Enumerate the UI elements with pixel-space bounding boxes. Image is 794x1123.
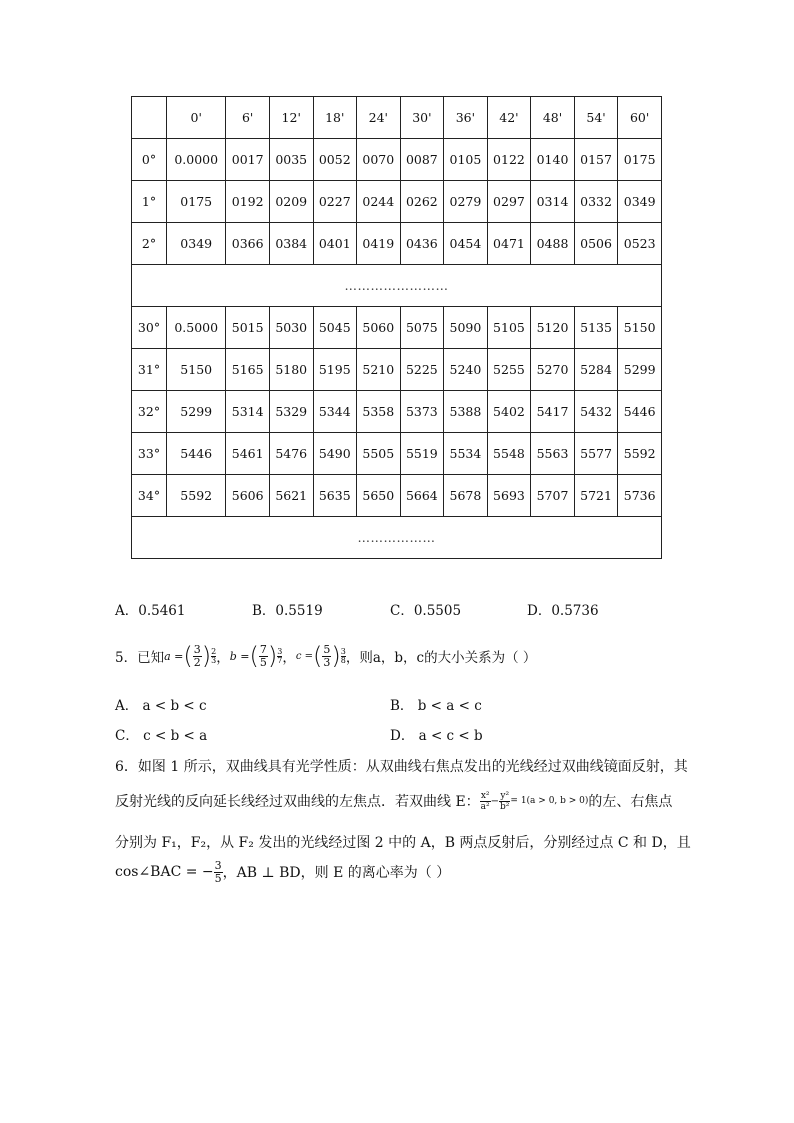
q5-b-exp-num: 3 — [277, 646, 283, 656]
table-cell: 5721 — [574, 475, 618, 517]
table-cell: 5461 — [226, 433, 270, 475]
q4-option-a: A．0.5461 — [115, 603, 186, 619]
q5-suffix: ，则a，b，c的大小关系为（ ） — [345, 650, 537, 666]
table-cell: 5534 — [444, 433, 488, 475]
table-cell: 5255 — [487, 349, 531, 391]
table-cell: 5075 — [400, 307, 444, 349]
ellipsis-cell: …………………… — [132, 265, 662, 307]
q6-eq-b: b² — [500, 801, 510, 812]
table-cell: 5635 — [313, 475, 357, 517]
table-cell: 5344 — [313, 391, 357, 433]
q5-c-numerator: 5 — [323, 642, 331, 656]
table-row — [132, 349, 662, 391]
q6-line-3: 分别为 F₁，F₂，从 F₂ 发出的光线经过图 2 中的 A，B 两点反射后，分别经过点 C 和 D，且 — [115, 835, 691, 851]
table-cell: 5105 — [487, 307, 531, 349]
table-cell: 0209 — [269, 181, 313, 223]
q6-eq-minus: − — [490, 795, 500, 807]
table-header-cell: 48' — [531, 97, 575, 139]
table-cell: 0454 — [444, 223, 488, 265]
table-corner-cell — [132, 97, 167, 139]
table-cell: 0349 — [167, 223, 226, 265]
table-header-cell: 18' — [313, 97, 357, 139]
table-cell: 5664 — [400, 475, 444, 517]
table-row — [132, 181, 662, 223]
table-cell: 5678 — [444, 475, 488, 517]
table-cell: 0297 — [487, 181, 531, 223]
q6-line-4a: cos∠BAC = − — [115, 864, 214, 880]
row-degree-label: 32° — [132, 391, 167, 433]
row-degree-label: 33° — [132, 433, 167, 475]
table-cell: 0192 — [226, 181, 270, 223]
question-5-stem: 5．已知 a = ( $\frac{3}{2}$ ) $\frac{2}{3}$ ， b = ( $\frac{7}{5}$ ) $\frac{3}{7}$ ， c = ( $\frac{5}{3}$ ) $\frac{3}{8}$ ，则a，b，c的大小关系为（ ） — [115, 642, 537, 670]
q5-option-a: A． a < b < c — [115, 698, 207, 714]
q5-b-numerator: 7 — [259, 642, 267, 656]
row-degree-label: 0° — [132, 139, 167, 181]
table-cell: 5329 — [269, 391, 313, 433]
q5-prefix: 5．已知 — [115, 650, 165, 666]
table-cell: 0105 — [444, 139, 488, 181]
table-cell: 5592 — [618, 433, 662, 475]
table-cell: 0471 — [487, 223, 531, 265]
table-cell: 5120 — [531, 307, 575, 349]
q6-eq-a: a² — [480, 801, 490, 812]
q6-frac-num: 3 — [214, 858, 222, 872]
table-cell: 0279 — [444, 181, 488, 223]
q5-c-denominator: 3 — [323, 655, 331, 669]
table-cell: 5150 — [167, 349, 226, 391]
table-header-cell: 12' — [269, 97, 313, 139]
table-header-cell: 24' — [357, 97, 401, 139]
table-cell: 5519 — [400, 433, 444, 475]
table-header-cell: 54' — [574, 97, 618, 139]
table-cell: 0122 — [487, 139, 531, 181]
table-cell: 5388 — [444, 391, 488, 433]
q5-option-d: D． a < c < b — [390, 728, 483, 744]
table-cell: 0332 — [574, 181, 618, 223]
table-cell: 5417 — [531, 391, 575, 433]
q6-eq-y: y² — [500, 790, 510, 801]
table-cell: 5476 — [269, 433, 313, 475]
table-cell: 0175 — [167, 181, 226, 223]
q6-eq-rest: = 1(a > 0, b > 0) — [510, 796, 589, 806]
q5-a-label: a = — [164, 649, 184, 663]
q6-frac-den: 5 — [214, 871, 222, 885]
table-cell: 0140 — [531, 139, 575, 181]
table-cell: 0052 — [313, 139, 357, 181]
table-cell: 0175 — [618, 139, 662, 181]
table-cell: 5270 — [531, 349, 575, 391]
q5-option-b: B． b < a < c — [390, 698, 482, 714]
table-cell: 5045 — [313, 307, 357, 349]
q5-a-exp-num: 2 — [211, 646, 217, 656]
table-cell: 5195 — [313, 349, 357, 391]
table-cell: 5693 — [487, 475, 531, 517]
table-ellipsis-row — [132, 517, 662, 559]
table-cell: 5165 — [226, 349, 270, 391]
table-row — [132, 391, 662, 433]
table-cell: 0349 — [618, 181, 662, 223]
table-cell: 0244 — [357, 181, 401, 223]
table-cell: 5592 — [167, 475, 226, 517]
table-row — [132, 307, 662, 349]
table-header-cell: 6' — [226, 97, 270, 139]
table-cell: 5490 — [313, 433, 357, 475]
table-row — [132, 433, 662, 475]
q5-a-exp-den: 3 — [211, 655, 217, 665]
q5-c-label: c = — [295, 650, 313, 662]
sine-value-table — [131, 96, 662, 559]
q5-a-denominator: 2 — [193, 655, 201, 669]
table-cell: 0070 — [357, 139, 401, 181]
table-cell: 5225 — [400, 349, 444, 391]
table-row — [132, 475, 662, 517]
row-degree-label: 34° — [132, 475, 167, 517]
q5-sep2: ， — [282, 650, 296, 666]
table-cell: 5606 — [226, 475, 270, 517]
table-cell: 0157 — [574, 139, 618, 181]
q4-option-d: D．0.5736 — [527, 603, 599, 619]
table-cell: 0488 — [531, 223, 575, 265]
table-cell: 5563 — [531, 433, 575, 475]
q5-b-exp-den: 7 — [277, 655, 283, 665]
table-header-cell: 30' — [400, 97, 444, 139]
table-row — [132, 223, 662, 265]
q5-a-numerator: 3 — [193, 642, 201, 656]
table-cell: 5432 — [574, 391, 618, 433]
table-cell: 0017 — [226, 139, 270, 181]
table-cell: 5180 — [269, 349, 313, 391]
table-cell: 0.5000 — [167, 307, 226, 349]
q4-option-b: B．0.5519 — [252, 603, 323, 619]
table-cell: 5299 — [618, 349, 662, 391]
q6-line-2 — [115, 786, 672, 816]
table-cell: 5650 — [357, 475, 401, 517]
table-cell: 5548 — [487, 433, 531, 475]
q5-b-denominator: 5 — [259, 655, 267, 669]
table-cell: 0035 — [269, 139, 313, 181]
row-degree-label: 1° — [132, 181, 167, 223]
table-cell: 0523 — [618, 223, 662, 265]
table-cell: 5060 — [357, 307, 401, 349]
table-cell: 5090 — [444, 307, 488, 349]
q6-eq-x: x² — [480, 790, 490, 801]
q5-option-c: C． c < b < a — [115, 728, 208, 744]
row-degree-label: 31° — [132, 349, 167, 391]
q5-c-exp-num: 3 — [340, 646, 346, 656]
q6-line-4 — [115, 852, 450, 892]
q6-line-1: 6．如图 1 所示，双曲线具有光学性质：从双曲线右焦点发出的光线经过双曲线镜面反射，其 — [115, 759, 688, 775]
q4-option-c: C．0.5505 — [390, 603, 462, 619]
table-cell: 5505 — [357, 433, 401, 475]
q6-line-2a: 反射光线的反向延长线经过双曲线的左焦点．若双曲线 E： — [115, 794, 480, 810]
table-cell: 0227 — [313, 181, 357, 223]
q5-b-label: b = — [229, 649, 250, 663]
table-cell: 5358 — [357, 391, 401, 433]
table-header-cell: 36' — [444, 97, 488, 139]
table-cell: 0366 — [226, 223, 270, 265]
table-cell: 5015 — [226, 307, 270, 349]
table-header-cell: 60' — [618, 97, 662, 139]
table-cell: 0087 — [400, 139, 444, 181]
table-cell: 5030 — [269, 307, 313, 349]
table-cell: 5621 — [269, 475, 313, 517]
table-header-row — [132, 97, 662, 139]
table-cell: 5736 — [618, 475, 662, 517]
table-cell: 5707 — [531, 475, 575, 517]
table-cell: 5299 — [167, 391, 226, 433]
table-cell: 0401 — [313, 223, 357, 265]
table-cell: 5210 — [357, 349, 401, 391]
q5-sep1: ， — [216, 650, 230, 666]
table-cell: 5402 — [487, 391, 531, 433]
table-cell: 5446 — [167, 433, 226, 475]
table-cell: 5373 — [400, 391, 444, 433]
row-degree-label: 2° — [132, 223, 167, 265]
row-degree-label: 30° — [132, 307, 167, 349]
q5-c-exp-den: 8 — [340, 655, 346, 665]
table-header-cell: 42' — [487, 97, 531, 139]
table-ellipsis-row — [132, 265, 662, 307]
table-row — [132, 139, 662, 181]
table-cell: 0506 — [574, 223, 618, 265]
table-header-cell: 0' — [167, 97, 226, 139]
table-cell: 5240 — [444, 349, 488, 391]
table-cell: 5150 — [618, 307, 662, 349]
table-cell: 5135 — [574, 307, 618, 349]
q6-line-4b: ，AB ⊥ BD，则 E 的离心率为（ ） — [222, 865, 451, 881]
table-cell: 0314 — [531, 181, 575, 223]
table-cell: 5446 — [618, 391, 662, 433]
table-cell: 0419 — [357, 223, 401, 265]
table-cell: 0262 — [400, 181, 444, 223]
ellipsis-cell: ……………… — [132, 517, 662, 559]
table-cell: 5314 — [226, 391, 270, 433]
table-cell: 0384 — [269, 223, 313, 265]
table-cell: 0.0000 — [167, 139, 226, 181]
table-cell: 5577 — [574, 433, 618, 475]
q6-line-2b: 的左、右焦点 — [588, 794, 673, 810]
table-cell: 0436 — [400, 223, 444, 265]
table-cell: 5284 — [574, 349, 618, 391]
